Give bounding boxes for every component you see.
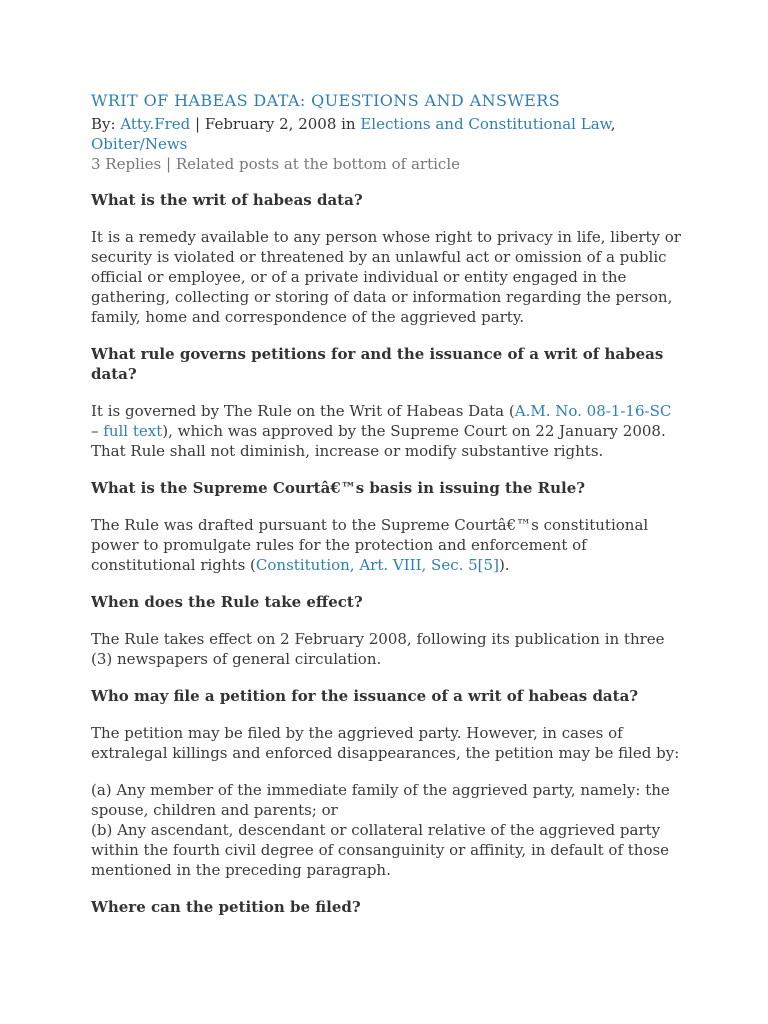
question-heading: What is the writ of habeas data?	[91, 191, 363, 209]
answer-text: The Rule was drafted pursuant to the Supreme Courtâ€™s constitutional power to promulgate rules for the protection and enforcement of constitutional rights (	[91, 516, 649, 574]
answer-text: ), which was approved by the Supreme Court on 22 January 2008. That Rule shall not diminish, increase or modify substantive rights.	[91, 422, 666, 460]
author-link[interactable]: Atty.Fred	[120, 115, 191, 133]
question-heading: When does the Rule take effect?	[91, 593, 363, 611]
byline-separator: ,	[610, 115, 616, 133]
list-item: (b) Any ascendant, descendant or collateral relative of the aggrieved party within the fourth civil degree of consanguinity or affinity, in default of those mentioned in the preceding paragraph.	[91, 821, 670, 879]
answer-text: ).	[498, 556, 510, 574]
answer-paragraph: The Rule takes effect on 2 February 2008, following its publication in three (3) newspapers of general circulation.	[91, 630, 665, 668]
article-byline	[91, 114, 681, 154]
article	[91, 91, 681, 934]
answer-paragraph	[91, 401, 681, 461]
am-number-link[interactable]: A.M. No. 08-1-16-SC	[514, 402, 672, 420]
full-text-link[interactable]: full text	[103, 422, 163, 440]
question-heading: Where can the petition be filed?	[91, 898, 361, 916]
list-item: (a) Any member of the immediate family of the aggrieved party, namely: the spouse, children and parents; or	[91, 781, 670, 819]
byline-by-label: By:	[91, 115, 121, 133]
answer-text: It is governed by The Rule on the Writ of Habeas Data (	[91, 402, 515, 420]
question-heading: Who may file a petition for the issuance of a writ of habeas data?	[91, 687, 639, 705]
article-title: WRIT OF HABEAS DATA: QUESTIONS AND ANSWERS	[91, 91, 561, 110]
question-heading: What rule governs petitions for and the issuance of a writ of habeas data?	[91, 345, 664, 383]
question-heading: What is the Supreme Courtâ€™s basis in issuing the Rule?	[91, 479, 586, 497]
byline-date: | February 2, 2008 in	[190, 115, 361, 133]
answer-text: –	[91, 422, 104, 440]
category-link-obiter-news[interactable]: Obiter/News	[91, 135, 188, 153]
answer-paragraph: The petition may be filed by the aggrieved party. However, in cases of extralegal killings and enforced disappearances, the petition may be filed by:	[91, 724, 680, 762]
constitution-link[interactable]: Constitution, Art. VIII, Sec. 5[5]	[255, 556, 499, 574]
category-link-elections[interactable]: Elections and Constitutional Law	[360, 115, 611, 133]
answer-paragraph	[91, 515, 681, 575]
answer-paragraph: It is a remedy available to any person whose right to privacy in life, liberty or security is violated or threatened by an unlawful act or omission of a public official or employee, or of a private individual or entity engaged in the gathering, collecting or storing of data or information regarding the person, family, home and correspondence of the aggrieved party.	[91, 228, 681, 326]
article-meta: 3 Replies | Related posts at the bottom of article	[91, 155, 461, 173]
